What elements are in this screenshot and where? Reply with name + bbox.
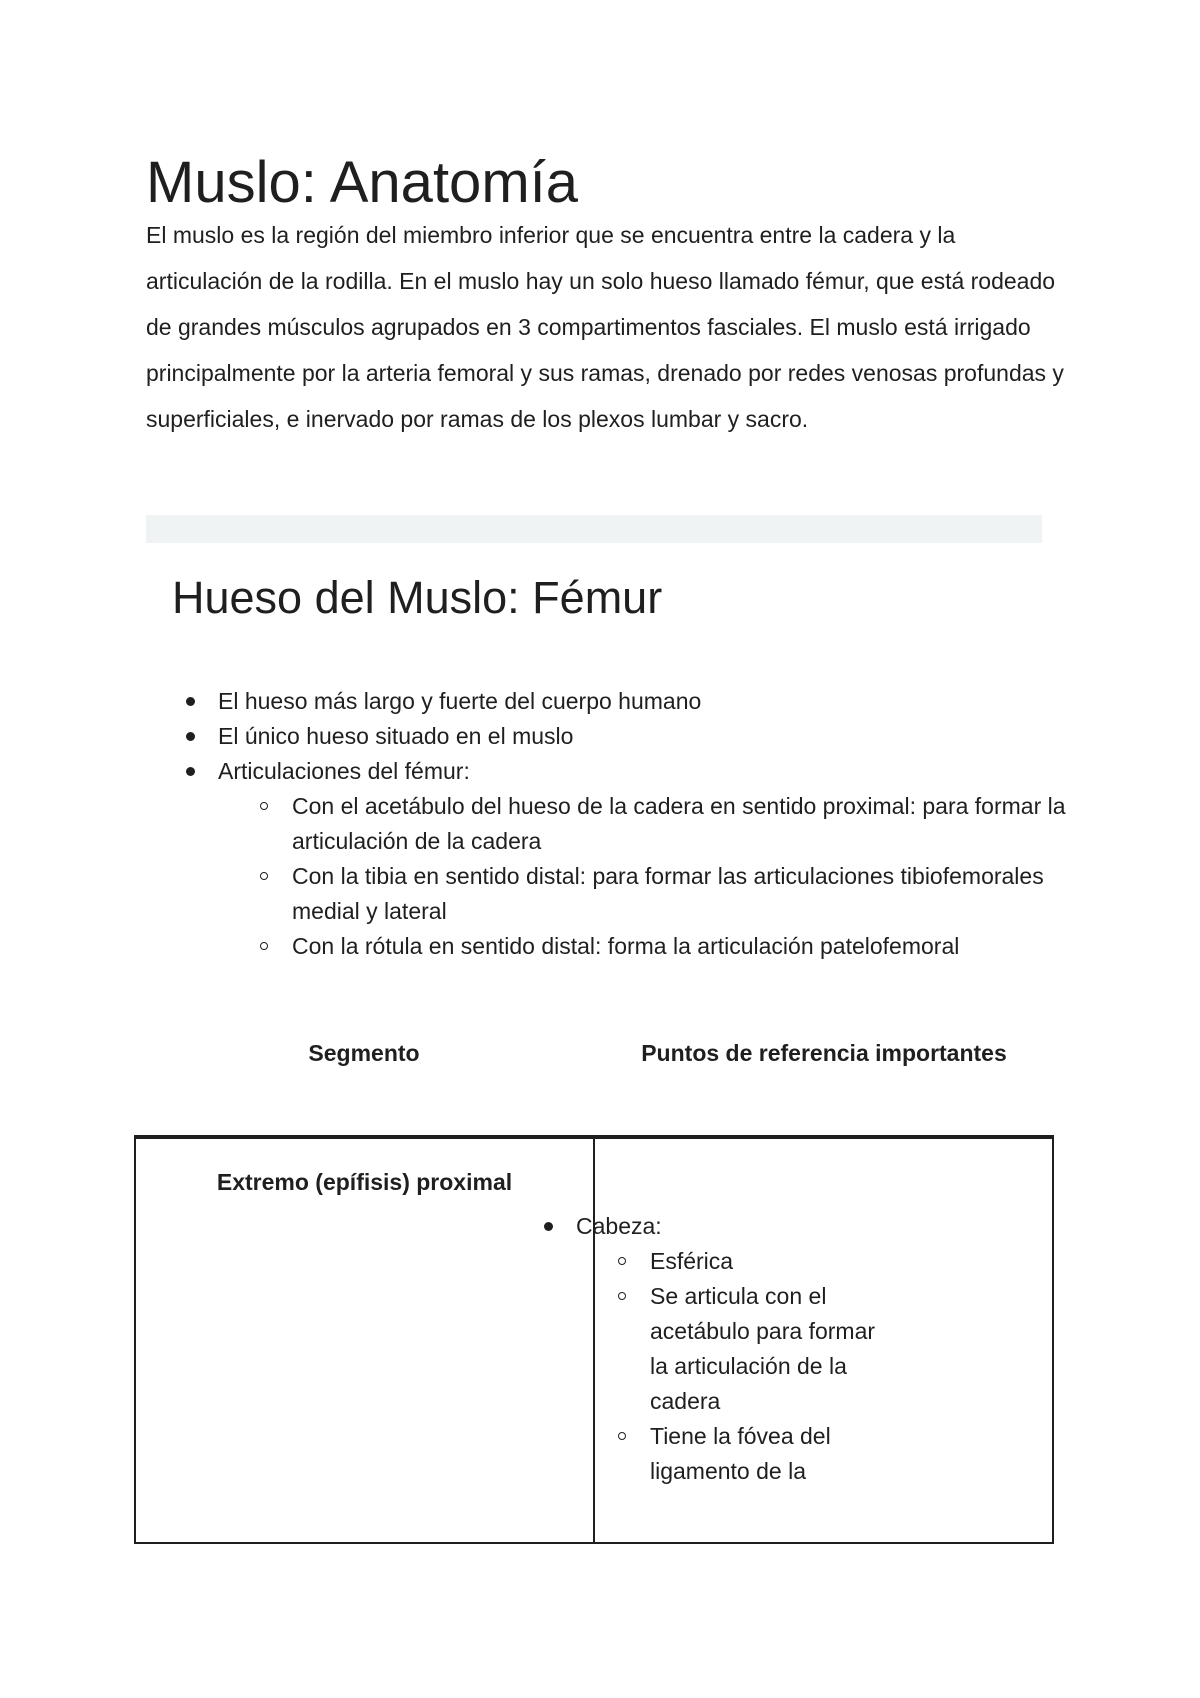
list-item-text: El único hueso situado en el muslo xyxy=(218,723,574,749)
hollow-bullet-icon xyxy=(260,802,268,810)
bullet-dot-icon xyxy=(544,1222,553,1231)
sublist-item-text: Con la tibia en sentido distal: para formar las articulaciones tibiofemorales medial y lateral xyxy=(292,863,1044,924)
list-item xyxy=(180,684,1100,719)
list-item-text: Cabeza: xyxy=(576,1213,662,1239)
table-cell-segment: Extremo (epífisis) proximal xyxy=(216,1169,513,1195)
femur-facts-list xyxy=(180,684,1100,964)
list-item xyxy=(180,719,1100,754)
bullet-dot-icon xyxy=(186,767,195,776)
list-item-text: Articulaciones del fémur: xyxy=(218,758,470,784)
list-item xyxy=(538,1209,1018,1489)
list-item xyxy=(180,754,1100,964)
table-header-reference-points: Puntos de referencia importantes xyxy=(641,1040,1007,1066)
hollow-bullet-icon xyxy=(260,872,268,880)
intro-paragraph: El muslo es la región del miembro inferior que se encuentra entre la cadera y la articulación de la rodilla. En el muslo hay un solo hueso llamado fémur, que está rodeado de grandes músculos agrupados en 3 compartimentos fasciales. El muslo está irrigado principalmente por la arteria femoral y sus ramas, drenado por redes venosas profundas y superficiales, e inervado por ramas de los plexos lumbar y sacro. xyxy=(146,222,1064,432)
sublist-item xyxy=(218,929,1100,964)
sublist-item xyxy=(218,859,1100,929)
head-details-sublist xyxy=(576,1244,1018,1489)
bullet-dot-icon xyxy=(186,732,195,741)
sublist-item-text: Con la rótula en sentido distal: forma la articulación patelofemoral xyxy=(292,933,960,959)
hollow-bullet-icon xyxy=(618,1257,626,1265)
page-title: Muslo: Anatomía xyxy=(146,150,578,215)
sublist-item xyxy=(218,789,1100,859)
hollow-bullet-icon xyxy=(260,942,268,950)
sublist-item xyxy=(576,1244,890,1279)
sublist-item xyxy=(576,1419,890,1489)
section-heading: Hueso del Muslo: Fémur xyxy=(172,572,663,623)
section-divider-band xyxy=(146,515,1042,543)
hollow-bullet-icon xyxy=(618,1292,626,1300)
bullet-dot-icon xyxy=(186,697,195,706)
table-cell-reference-points xyxy=(538,1209,1018,1489)
sublist-item-text: Tiene la fóvea del ligamento de la xyxy=(650,1423,831,1484)
list-item-text: El hueso más largo y fuerte del cuerpo humano xyxy=(218,688,702,714)
hollow-bullet-icon xyxy=(618,1432,626,1440)
sublist-item-text: Con el acetábulo del hueso de la cadera en sentido proximal: para formar la articulación de la cadera xyxy=(292,793,1066,854)
sublist-item xyxy=(576,1279,890,1419)
table-header-segment: Segmento xyxy=(308,1040,420,1066)
articulations-sublist xyxy=(218,789,1100,964)
sublist-item-text: Esférica xyxy=(650,1248,734,1274)
sublist-item-text: Se articula con el acetábulo para formar la articulación de la cadera xyxy=(650,1283,876,1414)
